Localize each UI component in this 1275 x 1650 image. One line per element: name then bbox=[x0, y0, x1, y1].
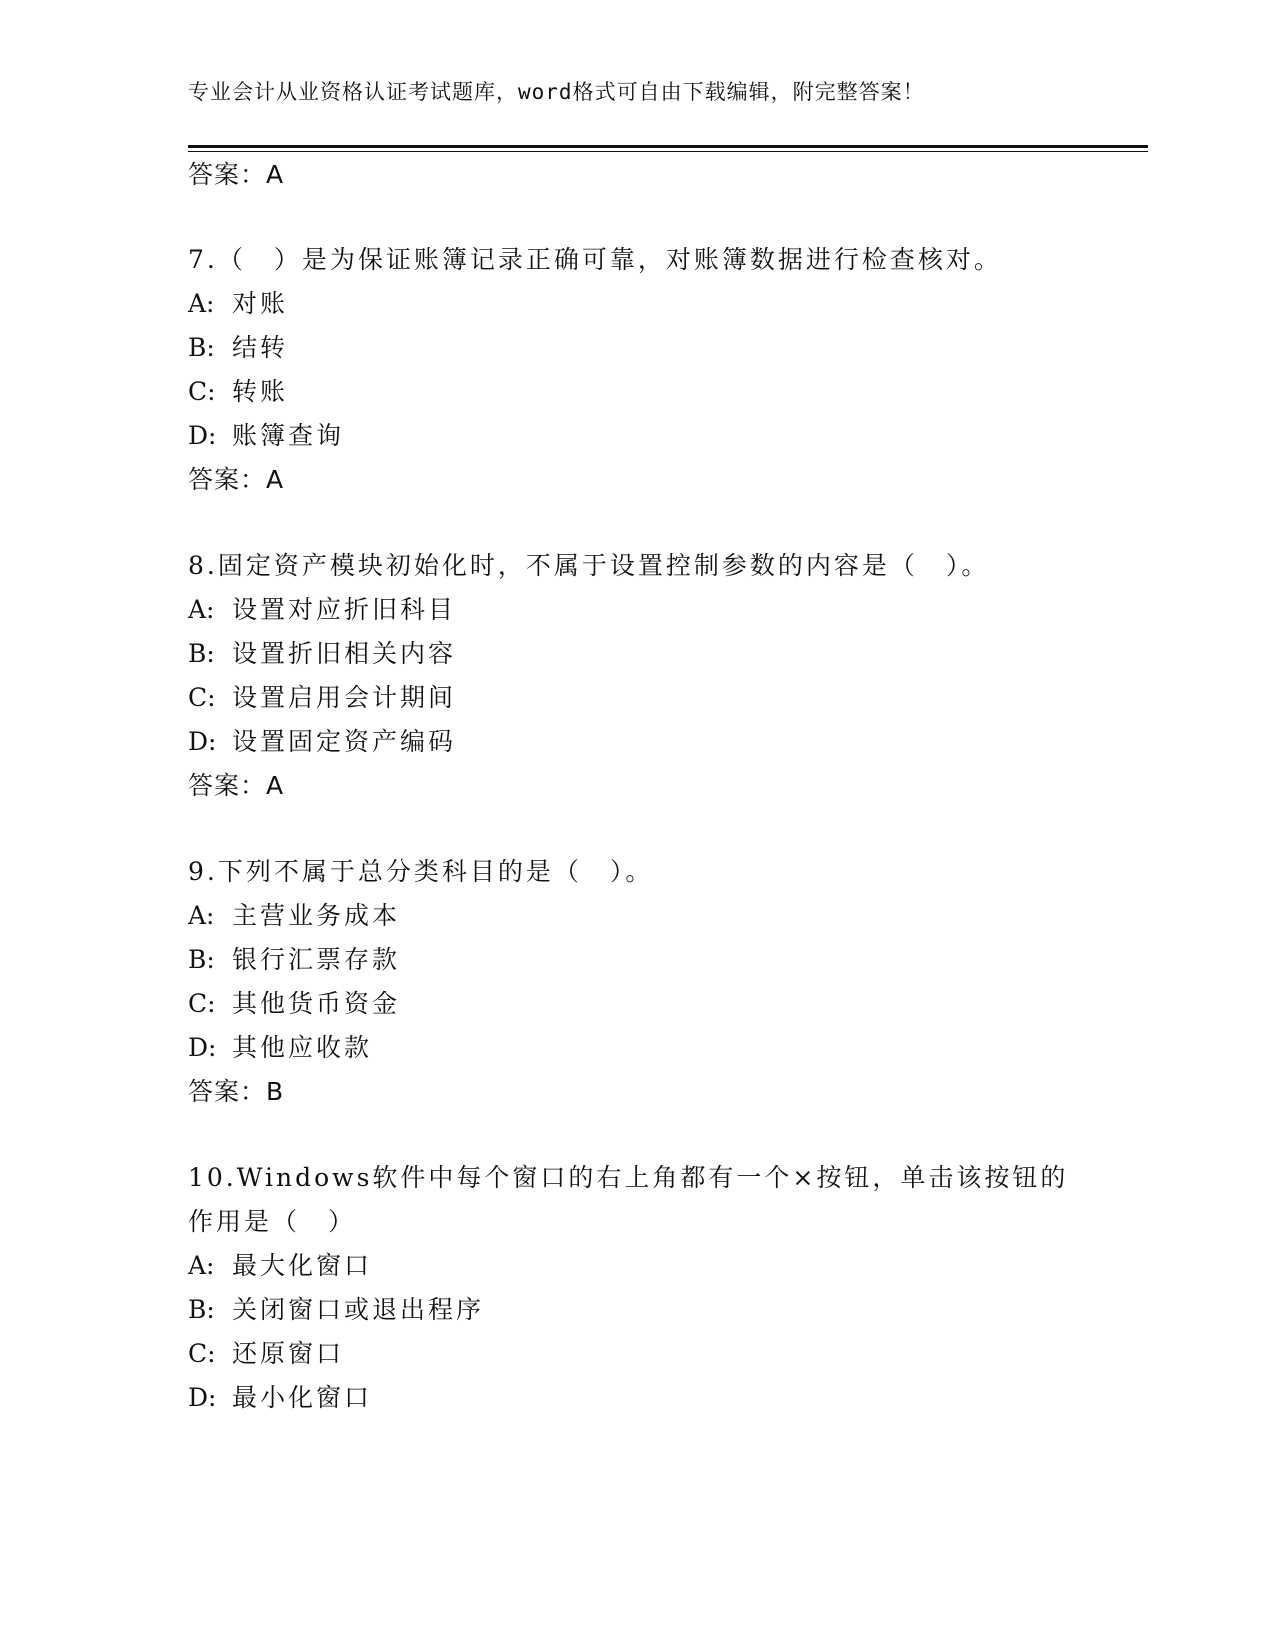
question-stem: 8.固定资产模块初始化时，不属于设置控制参数的内容是（ ）。 bbox=[188, 551, 990, 580]
header-rule-thick bbox=[188, 145, 1148, 148]
option-letter: C: bbox=[188, 989, 216, 1018]
option-letter: A: bbox=[188, 289, 215, 318]
option-text: 其他货币资金 bbox=[232, 989, 401, 1018]
option-line bbox=[188, 289, 288, 319]
option-line bbox=[188, 1033, 372, 1063]
answer-line: 答案：A bbox=[188, 160, 285, 189]
option-line bbox=[188, 1383, 372, 1413]
option-letter: C: bbox=[188, 683, 216, 712]
option-text: 最小化窗口 bbox=[232, 1383, 373, 1412]
option-text: 转账 bbox=[232, 377, 289, 406]
option-letter: A: bbox=[188, 1251, 215, 1280]
option-line bbox=[188, 989, 400, 1019]
option-line bbox=[188, 639, 456, 669]
option-text: 关闭窗口或退出程序 bbox=[232, 1295, 485, 1324]
option-text: 账簿查询 bbox=[232, 421, 345, 450]
option-letter: B: bbox=[188, 1295, 215, 1324]
option-line bbox=[188, 333, 288, 363]
option-text: 最大化窗口 bbox=[232, 1251, 373, 1280]
option-line bbox=[188, 1339, 344, 1369]
option-text: 其他应收款 bbox=[232, 1033, 373, 1062]
option-letter: D: bbox=[188, 421, 217, 450]
option-text: 对账 bbox=[232, 289, 289, 318]
option-line bbox=[188, 1251, 372, 1281]
option-letter: C: bbox=[188, 377, 216, 406]
option-letter: D: bbox=[188, 1383, 217, 1412]
option-letter: D: bbox=[188, 727, 217, 756]
option-letter: A: bbox=[188, 901, 215, 930]
option-line bbox=[188, 683, 456, 713]
option-line bbox=[188, 1295, 484, 1325]
option-text: 主营业务成本 bbox=[232, 901, 401, 930]
answer-line: 答案：A bbox=[188, 465, 285, 494]
option-line bbox=[188, 727, 456, 757]
question-stem: 9.下列不属于总分类科目的是（ ）。 bbox=[188, 857, 654, 886]
answer-line: 答案：B bbox=[188, 1077, 285, 1106]
question-stem-continued: 作用是（ ） bbox=[188, 1207, 357, 1236]
option-text: 结转 bbox=[232, 333, 289, 362]
option-letter: B: bbox=[188, 945, 215, 974]
question-stem: 10.Windows软件中每个窗口的右上角都有一个×按钮，单击该按钮的 bbox=[188, 1163, 1069, 1192]
option-text: 还原窗口 bbox=[232, 1339, 345, 1368]
option-letter: B: bbox=[188, 333, 215, 362]
header-text: 专业会计从业资格认证考试题库，word格式可自由下载编辑，附完整答案！ bbox=[188, 80, 925, 104]
option-letter: A: bbox=[188, 595, 215, 624]
option-line bbox=[188, 595, 456, 625]
option-line bbox=[188, 945, 400, 975]
option-letter: D: bbox=[188, 1033, 217, 1062]
option-letter: B: bbox=[188, 639, 215, 668]
option-text: 设置固定资产编码 bbox=[232, 727, 457, 756]
option-text: 设置折旧相关内容 bbox=[232, 639, 457, 668]
option-text: 银行汇票存款 bbox=[232, 945, 401, 974]
option-line bbox=[188, 377, 288, 407]
answer-line: 答案：A bbox=[188, 771, 285, 800]
option-text: 设置对应折旧科目 bbox=[232, 595, 457, 624]
header-rule-thin bbox=[188, 151, 1148, 152]
option-line bbox=[188, 421, 344, 451]
option-text: 设置启用会计期间 bbox=[232, 683, 457, 712]
question-stem: 7.（ ）是为保证账簿记录正确可靠，对账簿数据进行检查核对。 bbox=[188, 245, 1002, 274]
option-line bbox=[188, 901, 400, 931]
option-letter: C: bbox=[188, 1339, 216, 1368]
